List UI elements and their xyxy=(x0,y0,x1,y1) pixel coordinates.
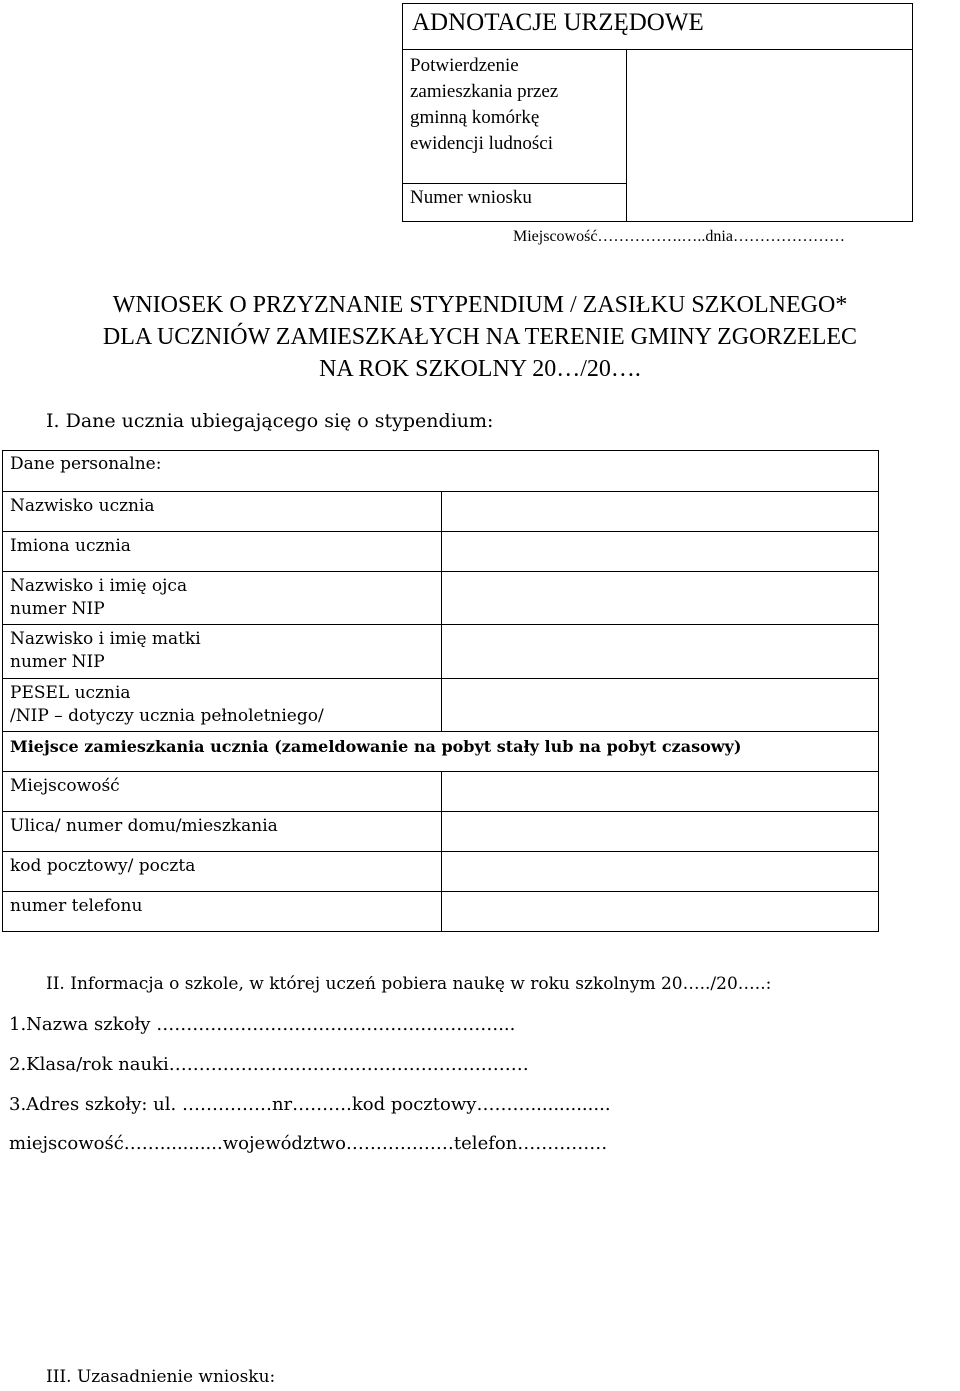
table-row xyxy=(3,491,878,532)
table-row xyxy=(3,811,878,852)
pesel-label: PESEL ucznia /NIP – dotyczy ucznia pełnoletniego/ xyxy=(10,683,324,726)
student-surname-label: Nazwisko ucznia xyxy=(10,496,155,516)
table-row xyxy=(3,891,878,932)
document-title: WNIOSEK O PRZYZNANIE STYPENDIUM / ZASIŁKU SZKOLNEGO* DLA UCZNIÓW ZAMIESZKAŁYCH NA TERENIE GMINY ZGORZELEC NA ROK SZKOLNY 20…/20…. xyxy=(102,292,858,382)
section-2-title: II. Informacja o szkole, w której uczeń pobiera naukę w roku szkolnym 20…../20…..: xyxy=(46,974,772,994)
father-name-label: Nazwisko i imię ojca numer NIP xyxy=(10,576,188,619)
phone-label: numer telefonu xyxy=(10,896,143,916)
table-row xyxy=(3,624,878,679)
postal-code-label: kod pocztowy/ poczta xyxy=(10,856,196,876)
school-locality-line: miejscowość……...........województwo………………telefon…………… xyxy=(9,1133,608,1154)
school-name-line: 1.Nazwa szkoły …………………………………………………... xyxy=(9,1014,516,1035)
mother-name-label: Nazwisko i imię matki numer NIP xyxy=(10,629,201,672)
table-row xyxy=(3,571,878,625)
official-divider xyxy=(626,50,627,221)
residence-confirmation-label: Potwierdzenie zamieszkania przez gminną komórkę ewidencji ludności xyxy=(410,55,559,154)
application-number-label: Numer wniosku xyxy=(410,187,532,208)
official-annotations-title: ADNOTACJE URZĘDOWE xyxy=(403,4,912,50)
table-row xyxy=(3,851,878,892)
student-names-label: Imiona ucznia xyxy=(10,536,131,556)
table-row xyxy=(3,771,878,812)
school-address-line: 3.Adres szkoły: ul. ……………nr……….kod pocztowy……….............. xyxy=(9,1094,611,1115)
locality-label: Miejscowość xyxy=(10,776,120,796)
table-row xyxy=(3,531,878,572)
section-1-title: I. Dane ucznia ubiegającego się o stypendium: xyxy=(46,410,494,432)
official-annotations-box xyxy=(402,3,913,222)
residence-header: Miejsce zamieszkania ucznia (zameldowanie na pobyt stały lub na pobyt czasowy) xyxy=(10,737,742,756)
class-year-line: 2.Klasa/rok nauki…………………………………………………… xyxy=(9,1054,529,1075)
section-3-title: III. Uzasadnienie wniosku: xyxy=(46,1367,276,1387)
student-data-table xyxy=(2,450,879,932)
place-date-line: Miejscowość…………….…..dnia………………… xyxy=(513,228,845,245)
table-row xyxy=(3,678,878,732)
personal-data-label: Dane personalne: xyxy=(10,454,162,474)
street-label: Ulica/ numer domu/mieszkania xyxy=(10,816,278,836)
